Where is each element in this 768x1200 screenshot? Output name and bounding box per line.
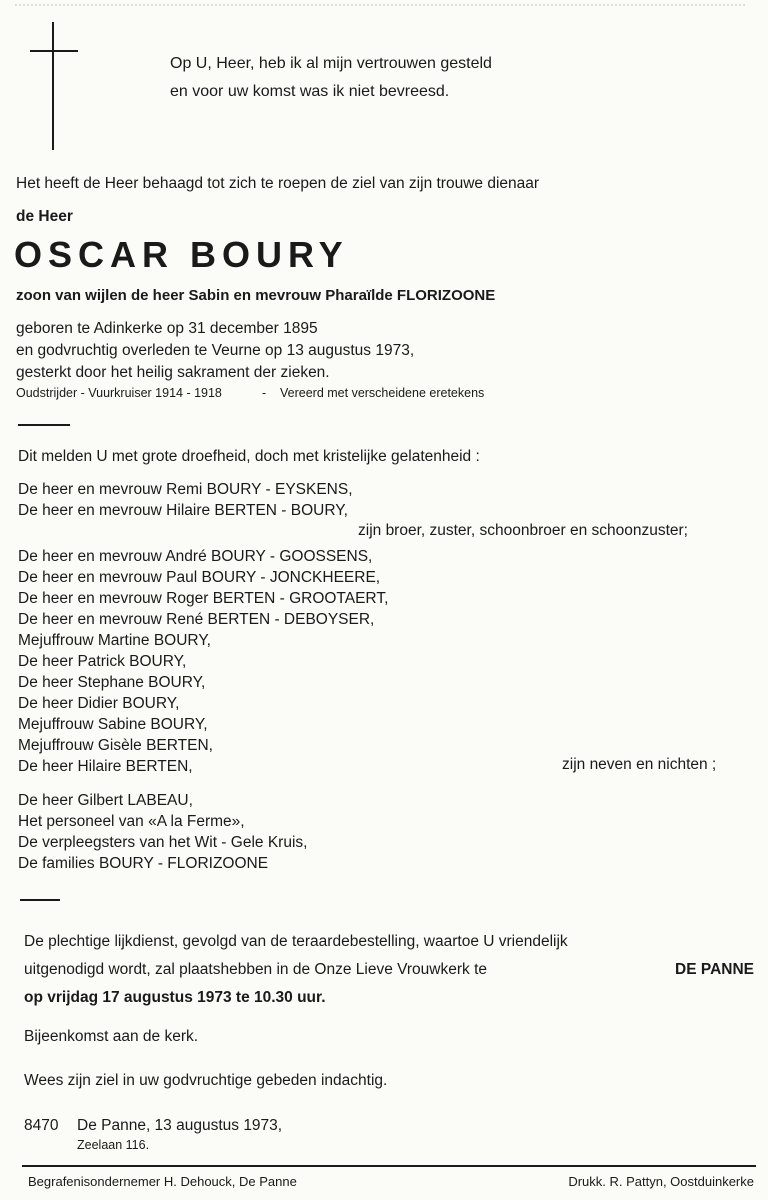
death-line: en godvruchtig overleden te Veurne op 13 augustus 1973, xyxy=(16,342,415,359)
announcement: Dit melden U met grote droefheid, doch met kristelijke gelatenheid : xyxy=(18,448,480,465)
motto-line-1: Op U, Heer, heb ik al mijn vertrouwen gesteld xyxy=(170,55,492,72)
list-item: De heer Stephane BOURY, xyxy=(18,674,206,691)
list-item: De heer Patrick BOURY, xyxy=(18,653,187,670)
intro-text: Het heeft de Heer behaagd tot zich te roepen de ziel van zijn trouwe dienaar xyxy=(16,175,540,192)
list-item: De families BOURY - FLORIZOONE xyxy=(18,855,269,872)
scan-dots xyxy=(15,4,745,16)
list-item: Mejuffrouw Sabine BOURY, xyxy=(18,716,208,733)
service-line-2 xyxy=(24,956,756,984)
footer-divider xyxy=(22,1165,756,1167)
service-date: op vrijdag 17 augustus 1973 te 10.30 uur. xyxy=(24,989,326,1006)
others-list xyxy=(18,790,307,874)
siblings-relation: zijn broer, zuster, schoonbroer en schoonzuster; xyxy=(358,522,688,539)
honorific: de Heer xyxy=(16,208,73,225)
gathering-note: Bijeenkomst aan de kerk. xyxy=(24,1028,199,1045)
list-item: De heer en mevrouw René BERTEN - DEBOYSER, xyxy=(18,611,375,628)
printer: Drukk. R. Pattyn, Oostduinkerke xyxy=(568,1174,754,1189)
service-place: DE PANNE xyxy=(675,961,754,978)
divider-2 xyxy=(20,899,60,901)
list-item: Het personeel van «A la Ferme», xyxy=(18,813,245,830)
list-item: De heer en mevrouw Roger BERTEN - GROOTAERT, xyxy=(18,590,389,607)
list-item: Mejuffrouw Gisèle BERTEN, xyxy=(18,737,213,754)
siblings-list xyxy=(18,479,353,521)
parents-line: zoon van wijlen de heer Sabin en mevrouw Pharaïlde FLORIZOONE xyxy=(16,287,496,304)
life-details xyxy=(16,318,414,384)
birth-line: geboren te Adinkerke op 31 december 1895 xyxy=(16,320,318,337)
service-line-2-text: uitgenodigd wordt, zal plaatshebben in de Onze Lieve Vrouwkerk te xyxy=(24,961,487,978)
list-item: De verpleegsters van het Wit - Gele Kruis, xyxy=(18,834,308,851)
street-address: Zeelaan 116. xyxy=(77,1138,150,1152)
list-item: Mejuffrouw Martine BOURY, xyxy=(18,632,211,649)
prayer-request: Wees zijn ziel in uw godvruchtige gebeden indachtig. xyxy=(24,1072,388,1089)
honors-line: Vereerd met verscheidene eretekens xyxy=(280,386,485,400)
list-item: De heer en mevrouw Remi BOURY - EYSKENS, xyxy=(18,481,353,498)
list-item: De heer en mevrouw André BOURY - GOOSSENS, xyxy=(18,548,373,565)
place-date: De Panne, 13 augustus 1973, xyxy=(77,1117,283,1134)
motto xyxy=(170,50,492,106)
postcode: 8470 xyxy=(24,1117,59,1134)
divider-1 xyxy=(18,424,70,426)
veteran-line: Oudstrijder - Vuurkruiser 1914 - 1918 xyxy=(16,386,222,400)
sacrament-line: gesterkt door het heilig sakrament der zieken. xyxy=(16,364,330,381)
undertaker: Begrafenisondernemer H. Dehouck, De Panne xyxy=(28,1174,297,1189)
service-line-1: De plechtige lijkdienst, gevolgd van de teraardebestelling, waartoe U vriendelijk xyxy=(24,933,568,950)
motto-line-2: en voor uw komst was ik niet bevreesd. xyxy=(170,83,450,100)
service-info xyxy=(24,928,756,1012)
list-item: De heer Gilbert LABEAU, xyxy=(18,792,193,809)
list-item: De heer Hilaire BERTEN, xyxy=(18,758,193,775)
list-item: De heer Didier BOURY, xyxy=(18,695,180,712)
nephews-list xyxy=(18,546,388,777)
deceased-name: OSCAR BOURY xyxy=(14,234,349,275)
list-item: De heer en mevrouw Hilaire BERTEN - BOURY, xyxy=(18,502,348,519)
veteran-dash: - xyxy=(262,386,267,400)
list-item: De heer en mevrouw Paul BOURY - JONCKHEERE, xyxy=(18,569,381,586)
nephews-relation: zijn neven en nichten ; xyxy=(562,756,717,773)
